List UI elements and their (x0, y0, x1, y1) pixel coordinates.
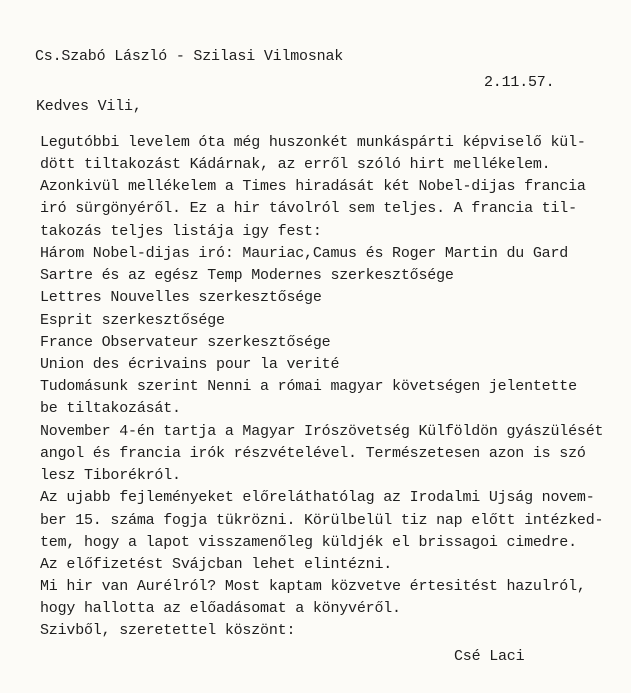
body-line-21: Mi hir van Aurélról? Most kaptam közvetve értesitést hazulról, (40, 578, 586, 595)
letter-header: Cs.Szabó László - Szilasi Vilmosnak (35, 48, 344, 65)
body-line-14: November 4-én tartja a Magyar Irószövetség Külföldön gyászülését (40, 423, 604, 440)
body-line-2: dött tiltakozást Kádárnak, az erről szóló hirt mellékelem. (40, 156, 551, 173)
body-line-23: Szivből, szeretettel köszönt: (40, 622, 296, 639)
body-line-3: Azonkivül mellékelem a Times hiradását két Nobel-dijas francia (40, 178, 586, 195)
signature: Csé Laci (454, 648, 525, 665)
body-line-19: tem, hogy a lapot visszamenőleg küldjék el brissagoi cimedre. (40, 534, 577, 551)
body-line-13: be tiltakozását. (40, 400, 181, 417)
body-line-12: Tudomásunk szerint Nenni a római magyar követségen jelentette (40, 378, 577, 395)
body-line-4: iró sürgönyéről. Ez a hir távolról sem teljes. A francia til- (40, 200, 577, 217)
salutation: Kedves Vili, (36, 98, 142, 115)
body-line-11: Union des écrivains pour la verité (40, 356, 340, 373)
body-line-5: takozás teljes listája igy fest: (40, 223, 322, 240)
body-line-15: angol és francia irók részvételével. Természetesen azon is szó (40, 445, 586, 462)
body-line-22: hogy hallotta az előadásomat a könyvéről. (40, 600, 401, 617)
letter-date: 2.11.57. (484, 74, 555, 91)
body-line-16: lesz Tiborékról. (40, 467, 181, 484)
body-line-17: Az ujabb fejleményeket előreláthatólag az Irodalmi Ujság novem- (40, 489, 595, 506)
body-line-18: ber 15. száma fogja tükrözni. Körülbelül tiz nap előtt intézked- (40, 512, 604, 529)
body-line-1: Legutóbbi levelem óta még huszonkét munkáspárti képviselő kül- (40, 134, 586, 151)
body-line-20: Az előfizetést Svájcban lehet elintézni. (40, 556, 393, 573)
body-line-9: Esprit szerkesztősége (40, 312, 225, 329)
body-line-6: Három Nobel-dijas iró: Mauriac,Camus és Roger Martin du Gard (40, 245, 569, 262)
body-line-8: Lettres Nouvelles szerkesztősége (40, 289, 322, 306)
body-line-10: France Observateur szerkesztősége (40, 334, 331, 351)
body-line-7: Sartre és az egész Temp Modernes szerkesztősége (40, 267, 454, 284)
